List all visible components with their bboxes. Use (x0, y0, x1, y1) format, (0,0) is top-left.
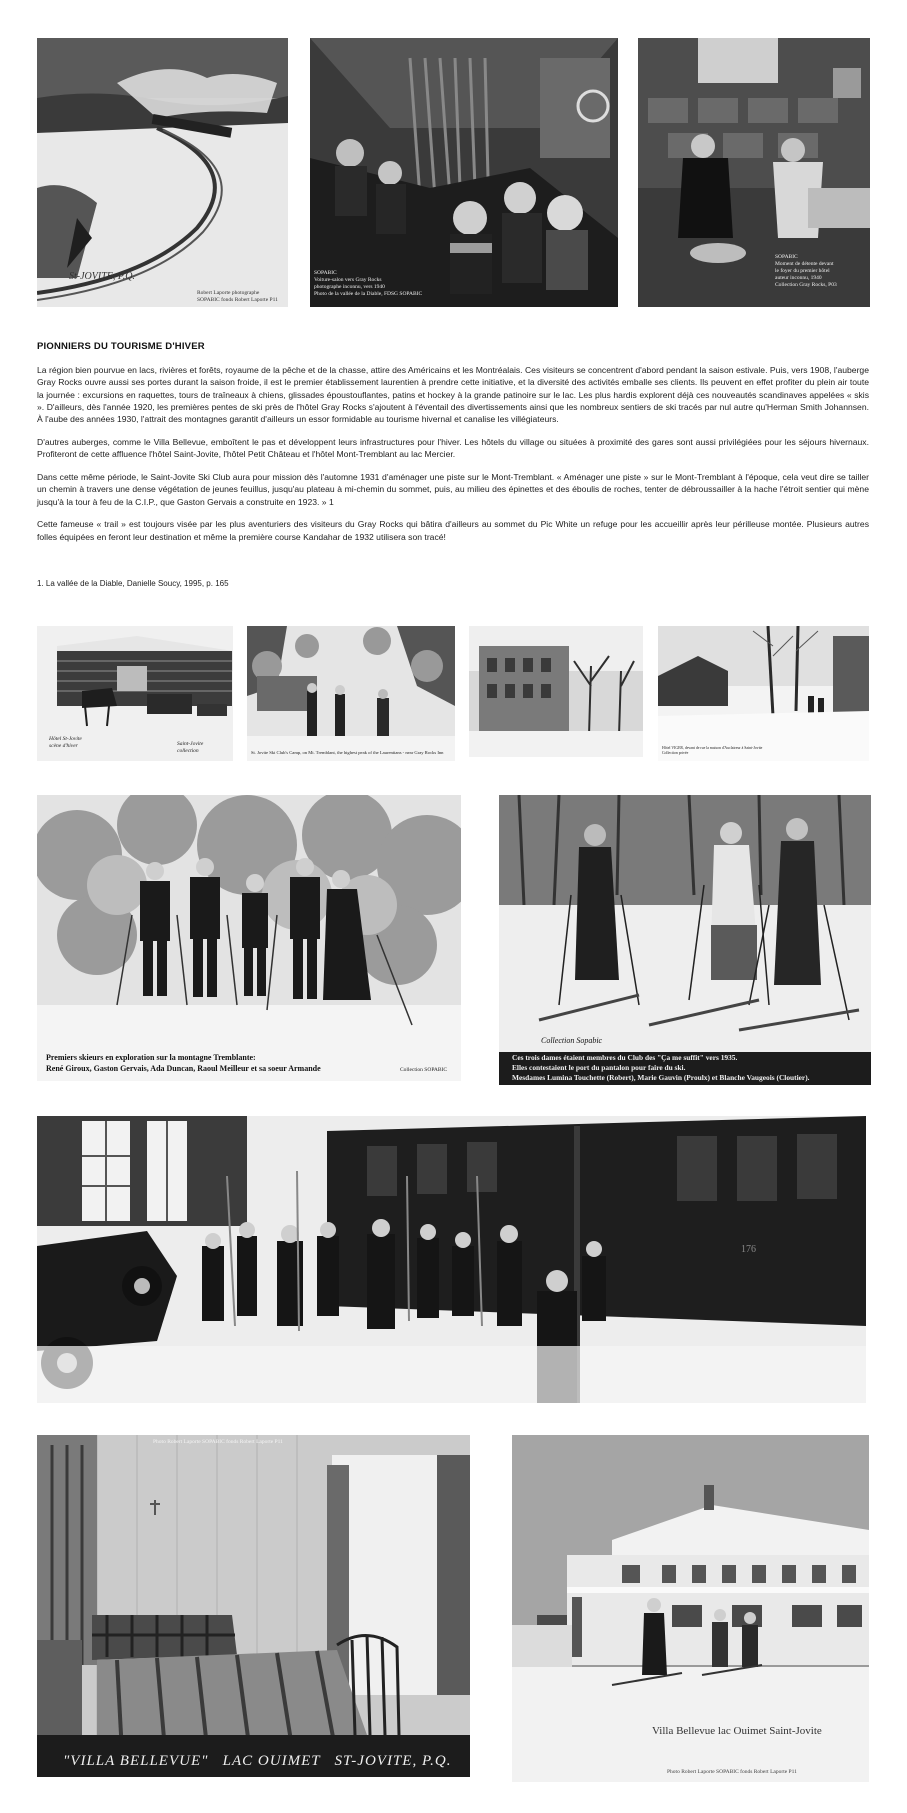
photo-villa-bellevue-exterior (512, 1435, 869, 1782)
photo-three-ladies-club (499, 795, 871, 1085)
row3-photo1-credit: Collection SOPABIC (400, 1067, 448, 1073)
photo-first-skiers (37, 795, 461, 1081)
row2-photo4-caption: Hôtel VIGER, devant de rue la maison d'Auclaireur à Saint-Jovite Collection privée (662, 746, 763, 755)
train-station-drawing (37, 1116, 866, 1403)
row2-photo1-caption-left: Hôtel St-Jovite scène d'hiver (49, 736, 82, 749)
row3-photo2-caption-line2: Elles contestaient le port du pantalon pour faire du ski. (512, 1063, 686, 1072)
row3-photo2-caption-line3: Mesdames Lumina Touchette (Robert), Marie Gauvin (Proulx) et Blanche Vaugeois (Cloutier). (512, 1073, 810, 1082)
photo3-caption: SOPABIC Moment de détente devant le foyer du premier hôtel auteur inconnu, 1940 Collection Gray Rocks, P03 (775, 254, 837, 288)
first-skiers-drawing (37, 795, 461, 1081)
article-paragraph-1: La région bien pourvue en lacs, rivières et forêts, royaume de la pêche et de la chasse, attire des Américains et les Montréalais. Ces visiteurs se concentrent d'abord pendant la saison estivale. Puis, vers 1908, l'auberge Gray Rocks ouvre aussi ses portes durant la saison froide, il est le premier établissement laurentien à prendre cette initiative, et la diversité des activités emballe ses clients. Ils peuvent en effet profiter du plein air toute la journée : excursions en raquettes, tours de traîneaux à chiens, glissades époustouflantes, patins et hockey à la grande patinoire sur le lac. Les plus hardis explorent déjà ces nouveautés scandinaves appelées « skis ». D'ailleurs, dès l'année 1920, les premières pentes de ski près de l'hôtel Gray Rocks s'ajoutent à l'éventail des divertissements ainsi que les nombreux sentiers de ski tracés par nul autre qu'Herman Smith Johannsen. À l'aube des années 1930, l'attrait des montagnes garantit d'ailleurs un essor formidable au tourisme hivernal et canalise les villégiateurs. (37, 365, 869, 425)
village-street-drawing (469, 626, 643, 757)
photo-hotel-fireplace (638, 38, 870, 307)
photo-train-winter-landscape (37, 38, 288, 307)
photo-ski-club-camp (247, 626, 455, 761)
villa-exterior-caption: Villa Bellevue lac Ouimet Saint-Jovite (652, 1725, 822, 1737)
room-photo-caption: "VILLA BELLEVUE" LAC OUIMET ST-JOVITE, P.Q. (63, 1753, 452, 1769)
photo-villa-bellevue-room (37, 1435, 470, 1777)
photo-train-station-skiers (37, 1116, 866, 1403)
photo1-credit: Robert Laporte photographe SOPABIC fonds Robert Laporte P11 (197, 290, 278, 303)
row3-photo1-caption-line2: René Giroux, Gaston Gervais, Ada Duncan, Raoul Meilleur et sa soeur Armande (46, 1064, 321, 1073)
train-landscape-drawing (37, 38, 288, 307)
article-paragraph-3: Dans cette même période, le Saint-Jovite Ski Club aura pour mission dès l'automne 1931 d'aménager une piste sur le Mont-Tremblant. « Aménager une piste » sur le Mont-Tremblant à l'époque, cela veut dire se tailler un chemin à travers une dense végétation de jeunes feuillus, jusqu'au plateau à mi-chemin du sommet, puis, au milieu des épinettes et des éboulis de roches, tenter de débroussailler à la hache l'étroit sentier qui mène jusqu'à la tour à feu de la C.I.P., que Gaston Gervais a construite en 1923. » 1 (37, 472, 869, 507)
row3-photo1-caption-line1: Premiers skieurs en exploration sur la montagne Tremblante: (46, 1053, 256, 1062)
photo-village-street (469, 626, 643, 757)
article-paragraph-4: Cette fameuse « trail » est toujours visée par les plus aventuriers des visiteurs du Gray Rocks qui bâtira d'ailleurs au sommet du Pic White un refuge pour les accueillir après leur périlleuse montée. Plusieurs autres folles équipées en feront leur destination et même la première course Kandahar de 1932 utilisera son tracé! (37, 519, 869, 542)
row2-photo2-caption: St. Jovite Ski Club's Camp, on Mt. Tremblant, the highest peak of the Laurentians - near Gray Rocks Inn (251, 750, 444, 755)
train-car-number: 176 (741, 1244, 756, 1255)
salon-car-drawing (310, 38, 618, 307)
article-paragraph-2: D'autres auberges, comme le Villa Bellevue, emboîtent le pas et développent leurs infrastructures pour l'hiver. Les hôtels du village ou situées à proximité des gares sont aussi privilégiées pour les séjours hivernaux. Profiteront de cette affluence l'hôtel Saint-Jovite, l'hôtel Petit Château et l'hôtel Mont-Tremblant au lac Mercier. (37, 436, 869, 460)
photo-salon-car (310, 38, 618, 307)
article-heading: PIONNIERS DU TOURISME D'HIVER (37, 341, 205, 352)
room-photo-credit: Photo Robert Laporte SOPABIC fonds Robert Laporte P11 (153, 1439, 283, 1445)
photo1-caption: St-JOVITE, P.Q. (69, 271, 135, 282)
photo2-caption: SOPABIC Voiture-salon vers Gray Rocks photographe inconnu, vers 1940 Photo de la vallée de la Diable, FDSG SOPABIC (314, 270, 423, 297)
photo-hotel-sleigh (37, 626, 233, 761)
row2-photo1-caption-right: Saint-Jovite collection (177, 741, 204, 754)
article-body (37, 364, 869, 554)
row3-photo2-caption-line1: Ces trois dames étaient membres du Club des "Ça me suffit" vers 1935. (512, 1053, 738, 1062)
row3-photo2-collection: Collection Sopabic (541, 1036, 603, 1045)
snowy-street-drawing (658, 626, 869, 761)
room-drawing (37, 1435, 470, 1777)
photo-snowy-street-walkers (658, 626, 869, 761)
villa-exterior-credit: Photo Robert Laporte SOPABIC fonds Robert Laporte P11 (667, 1769, 797, 1775)
ski-camp-drawing (247, 626, 455, 761)
article-footnote: 1. La vallée de la Diable, Danielle Soucy, 1995, p. 165 (37, 579, 229, 588)
